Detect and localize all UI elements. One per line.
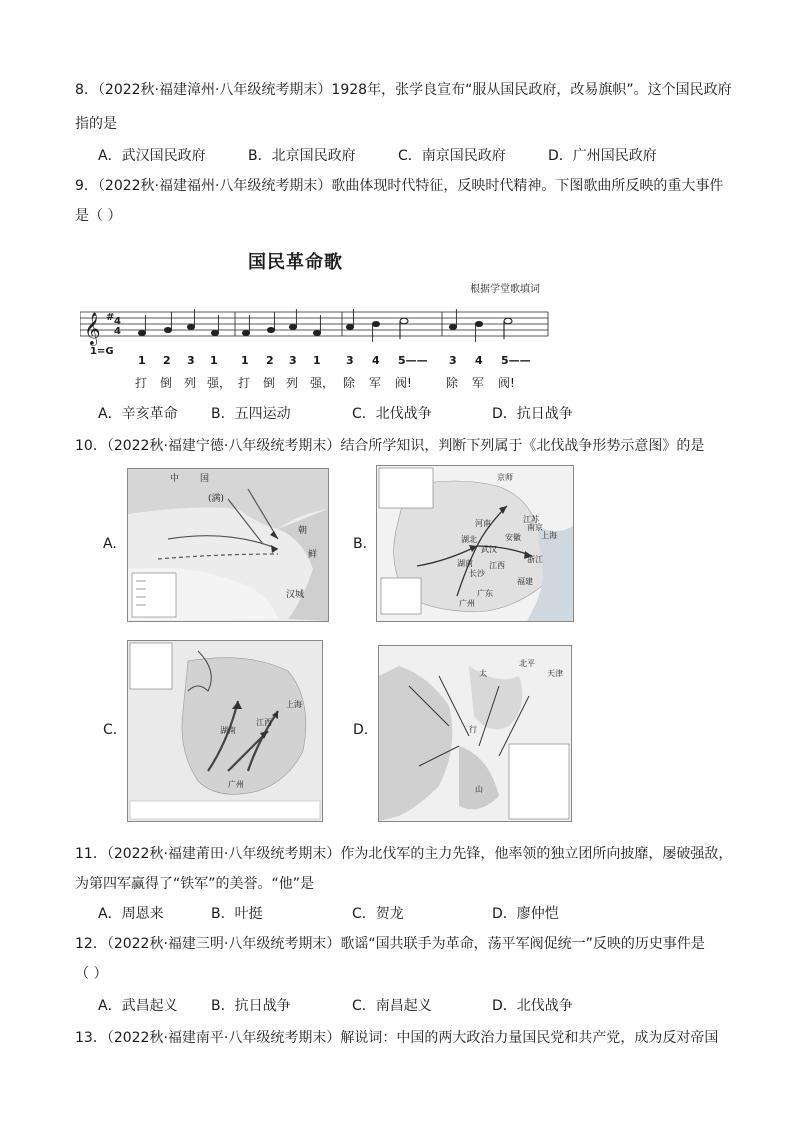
map-b-text: 上海 <box>541 531 557 540</box>
map-b-text: 福建 <box>517 577 533 586</box>
map-c[interactable] <box>127 640 323 822</box>
jianpu-note: 1 <box>210 354 218 367</box>
lyric-word: 阀! <box>498 376 515 390</box>
lyric-word: 列 <box>184 376 197 390</box>
q9-option-c[interactable]: C．北伐战争 <box>352 406 432 422</box>
svg-text:4: 4 <box>114 326 121 337</box>
jianpu-note: 5—— <box>501 354 531 367</box>
map-d-text: 山 <box>475 785 483 794</box>
q10-stem: 10．（2022秋·福建宁德·八年级统考期末）结合所学知识，判断下列属于《北伐战争形势示意图》的是 <box>75 438 705 454</box>
jianpu-note: 4 <box>372 354 380 367</box>
lyric-word: 军 <box>369 376 382 390</box>
map-c-text: 湖南 <box>220 726 236 735</box>
jianpu-note: 3 <box>346 354 354 367</box>
jianpu-note: 1 <box>313 354 321 367</box>
map-d-text: 北平 <box>519 659 535 668</box>
q9-option-a[interactable]: A．辛亥革命 <box>98 406 178 422</box>
jianpu-note: 3 <box>187 354 195 367</box>
lyric-word: 军 <box>472 376 485 390</box>
song-key: 1=G <box>90 346 114 357</box>
q13-stem-line1: 13．（2022秋·福建南平·八年级统考期末）解说词：中国的两大政治力量国民党和共产党，成为反对帝国 <box>75 1030 719 1046</box>
map-b-text: 河南 <box>475 519 491 528</box>
q12-stem-line1: 12．（2022秋·福建三明·八年级统考期末）歌谣“国共联手为革命，荡平军阀促统一”反映的历史事件是 <box>75 936 705 952</box>
jianpu-note: 3 <box>449 354 457 367</box>
map-b-text: 江西 <box>489 561 505 570</box>
map-b[interactable] <box>376 465 574 622</box>
map-a-text: 中 <box>170 474 180 484</box>
q9-option-b[interactable]: B．五四运动 <box>211 406 291 422</box>
q12-option-d[interactable]: D．北伐战争 <box>492 998 573 1014</box>
map-a-text: 鲜 <box>308 550 318 560</box>
lyric-word: 倒 <box>263 376 276 390</box>
q12-stem-line2: （ ） <box>75 966 108 982</box>
q11-option-d[interactable]: D．廖仲恺 <box>492 906 559 922</box>
jianpu-note: 1 <box>241 354 249 367</box>
q11-option-c[interactable]: C．贺龙 <box>352 906 404 922</box>
map-b-label[interactable]: B. <box>353 536 368 552</box>
q8-option-c[interactable]: C．南京国民政府 <box>398 148 506 164</box>
map-d-text: 太 <box>479 669 487 678</box>
map-b-text: 京师 <box>497 473 513 482</box>
svg-text:4: 4 <box>114 316 121 327</box>
jianpu-note: 5—— <box>398 354 428 367</box>
svg-text:#: # <box>106 312 115 323</box>
jianpu-note: 3 <box>289 354 297 367</box>
map-d-text: 行 <box>469 725 477 734</box>
q12-option-b[interactable]: B．抗日战争 <box>211 998 291 1014</box>
lyric-word: 倒 <box>160 376 173 390</box>
q9-option-d[interactable]: D．抗日战争 <box>492 406 573 422</box>
lyric-word: 列 <box>286 376 299 390</box>
map-b-text: 江苏 <box>523 515 539 524</box>
q8-stem-line2: 指的是 <box>75 116 117 132</box>
treble-clef-icon: 𝄞 <box>84 312 101 345</box>
map-b-text: 湖南 <box>457 559 473 568</box>
q11-stem-line1: 11．（2022秋·福建莆田·八年级统考期末）作为北伐军的主力先锋，他率领的独立团所向披靡，屡破强敌， <box>75 846 733 862</box>
map-a-text: 国 <box>200 474 210 484</box>
q8-stem-line1: 8．（2022秋·福建漳州·八年级统考期末）1928年，张学良宣布“服从国民政府，改易旗帜”。这个国民政府 <box>75 82 732 98</box>
q11-stem-line2: 为第四军赢得了“铁军”的美誉。“他”是 <box>75 876 315 892</box>
q11-option-b[interactable]: B．叶挺 <box>211 906 263 922</box>
q9-stem-line1: 9．（2022秋·福建福州·八年级统考期末）歌曲体现时代特征，反映时代精神。下图歌曲所反映的重大事件 <box>75 178 724 194</box>
lyric-word: 阀! <box>395 376 412 390</box>
q12-option-a[interactable]: A．武昌起义 <box>98 998 178 1014</box>
jianpu-note: 1 <box>138 354 146 367</box>
map-d-label[interactable]: D. <box>353 722 369 738</box>
map-b-text: 南京 <box>527 523 543 532</box>
jianpu-note: 4 <box>475 354 483 367</box>
map-a[interactable] <box>127 468 329 622</box>
map-c-text: 上海 <box>286 700 302 709</box>
map-b-text: 安徽 <box>505 533 521 542</box>
q9-stem-line2: 是（ ） <box>75 208 122 224</box>
lyric-word: 除 <box>343 376 356 390</box>
map-b-text: 广东 <box>477 589 493 598</box>
map-b-text: 广州 <box>459 599 475 608</box>
lyric-word: 除 <box>446 376 459 390</box>
music-staff <box>80 300 550 348</box>
lyric-word: 打 <box>238 376 251 390</box>
lyric-word: 打 <box>135 376 148 390</box>
map-a-text: (满) <box>208 494 225 504</box>
q8-option-b[interactable]: B．北京国民政府 <box>248 148 356 164</box>
q8-option-a[interactable]: A．武汉国民政府 <box>98 148 206 164</box>
jianpu-note: 2 <box>266 354 274 367</box>
song-title: 国民革命歌 <box>248 252 343 273</box>
song-note: 根据学堂歌填词 <box>470 284 540 295</box>
map-a-text: 朝 <box>298 526 308 536</box>
map-b-text: 武汉 <box>481 545 497 554</box>
q12-option-c[interactable]: C．南昌起义 <box>352 998 432 1014</box>
jianpu-note: 2 <box>163 354 171 367</box>
map-c-label[interactable]: C. <box>103 722 118 738</box>
map-b-text: 长沙 <box>469 569 485 578</box>
map-a-label[interactable]: A. <box>103 536 117 552</box>
lyric-word: 强， <box>310 376 335 390</box>
map-b-text: 湖北 <box>461 535 477 544</box>
q11-option-a[interactable]: A．周恩来 <box>98 906 164 922</box>
map-b-text: 浙江 <box>527 555 543 564</box>
q8-option-d[interactable]: D．广州国民政府 <box>548 148 657 164</box>
map-c-text: 江西 <box>256 718 272 727</box>
lyric-word: 强， <box>207 376 232 390</box>
map-d-text: 天津 <box>547 669 563 678</box>
map-d[interactable] <box>378 645 572 822</box>
map-c-text: 广州 <box>228 780 244 789</box>
map-a-text: 汉城 <box>286 590 305 600</box>
